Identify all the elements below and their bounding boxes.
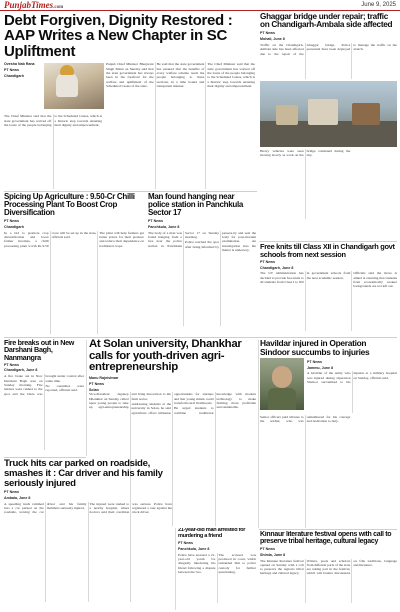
paragraph: He said that the state government has ensured that the benefits of every welfare scheme reach the people belonging to these sections, in a time bound and transparent manner. [156,62,205,88]
article-ghaggar-bridge [260,13,397,240]
paragraph: Senior officers paid tributes to the soldier, who was remembered for his courage and dedication to duty. [260,414,351,423]
byline-agency: PT News [260,259,275,264]
article-fire-breaks-out [4,339,84,455]
section-divider [4,457,86,458]
paragraph: Police reached the spot after being informed by passers-by and sent the body for post-mortem examination. An investigation into the matter is underway. [185,230,256,252]
article-headline[interactable]: Fire breaks out in New Darshani Bagh, Nanmangra [4,339,75,362]
byline-location: Ambala, June 8 [4,495,31,500]
issue-date: June 9, 2025 [361,2,396,8]
paragraph: Addressing students at the university in Solan, he said agriculture offers immense opportunities for startups and that young minds could transform rural livelihoods. [131,392,214,415]
article-body [260,559,397,603]
byline-agency: PT News [178,540,193,545]
article-21-year-old-arrested [178,528,256,610]
article-free-knits [260,243,397,336]
byline-location: Chandigarh, June 8 [260,265,294,270]
paragraph: A fire broke out in New Darshani Bagh area on Sunday morning. Fire tenders were rushed to the spot and the blaze was brought under control after some time. [4,374,84,396]
article-headline[interactable]: Free knits till Class XII in Chandigarh govt schools from next session [260,243,395,259]
column-divider [258,340,259,528]
byline-agency: PT News [89,382,104,387]
byline-agency: PT News [4,362,19,367]
paragraph: The accused was produced in court, which remanded him to police custody for further questioning. [218,552,256,574]
byline-agency: PT News [4,218,19,223]
paragraph: The injured were rushed to a nearby hospital, where doctors said their condition was serious. Police have registered a case against the truck driver. [89,501,172,515]
paragraph: Police have arrested a 21-year-old youth for allegedly murdering his friend following a dispute between the two. [178,552,216,574]
article-headline[interactable]: 21-year-old man arrested for murdering a friend [178,528,246,539]
paragraph: A havildar of the Army who was injured during Operation Sindoor succumbed to his injuries at a military hospital on Sunday, officials said. [307,371,397,385]
paragraph: The plant will help farmers get better prices for their produce and reduce their dependence on traditional crops. [99,230,144,248]
section-divider [4,191,257,192]
paragraph: The Kinnaur literature festival opened on Sunday with a call to preserve the region's tribal heritage and cultural legacy. [260,558,304,576]
article-headline[interactable]: Kinnaur literature festival opens with call to preserve tribal heritage, cultural legacy [260,531,392,546]
article-headline[interactable]: Ghaggar bridge under repair; traffic on Chandigarh-Ambala side affected [260,13,393,30]
article-body [4,231,144,334]
byline-agency: PT News [307,359,322,364]
article-body [307,371,397,413]
article-body-continued [4,114,102,189]
section-divider [259,529,397,530]
byline-location: Jammu, June 8 [307,365,333,370]
paragraph: The UT administration has decided to provide free knits to all students from Class I to XII in government schools from the next academic session. [260,271,351,284]
byline-agency: PT News [260,31,275,36]
brand-logo[interactable] [4,0,63,10]
column-divider [175,528,176,610]
article-body [4,374,84,450]
article-headline[interactable]: Debt Forgiven, Dignity Restored : AAP Writes a New Chapter in SC Upliftment [4,13,233,60]
article-body [260,271,397,331]
masthead [0,0,400,11]
article-body [178,553,256,603]
section-divider [4,337,397,338]
paragraph: Vice-President Jagdeep Dhankhar on Sunday called upon young people to take up agri-entrepreneurship and bring innovation to the farm sector. [89,392,171,410]
article-headline[interactable]: Truck hits car parked on roadside, smashes it : Car driver and his family seriously injured [4,459,163,489]
article-spicing-up-agriculture [4,193,144,334]
column-divider [86,340,87,456]
paragraph: He urged students to combine traditional knowledge with modern technology to make farming more profitable and sustainable. [174,392,256,415]
paragraph: Writers, poets and scholars from different parts of the state are taking part in the festival, which will feature discussions on folk traditions, language and literature. [306,558,397,576]
byline-location: Shimla, June 8 [260,552,286,557]
paragraph: A speeding truck rammed into a car parked on the roadside, leaving the car driver and his family members seriously injured. [4,501,87,515]
article-headline[interactable]: Havildar injured in Operation Sindoor succumbs to injuries [260,339,370,357]
article-body [148,231,256,326]
byline-location: Solan [89,388,99,393]
article-headline[interactable]: Spicing Up Agriculture : 9.50-Cr Chilli Processing Plant To Boost Crop Diversification [4,193,135,218]
byline-agency: PT News [260,546,275,551]
byline-location: Panchkula, June 8 [178,546,210,551]
article-debt-forgiven [4,13,255,189]
article-kinnaur-literature-festival [260,531,397,610]
article-body [4,502,172,602]
article-photo [260,81,397,147]
brand-name: PunjabTimes [4,0,54,10]
article-truck-hits-car [4,459,172,610]
paragraph: The body of a man was found hanging from a tree near the police station in Panchkula Sector 17 on Sunday morning. [148,230,219,248]
paragraph: Officials said the move is aimed at ensuring that students from economically weaker backgrounds are not left out. [353,271,397,289]
article-photo [260,358,304,410]
article-photo [44,63,104,109]
byline-agency: PT News [4,489,19,494]
byline-location: Chandigarh [4,224,24,229]
byline-agency: PT News [148,218,163,223]
article-havildar-injured [260,339,397,528]
byline-agency: PT News [4,68,19,73]
article-headline[interactable]: Man found hanging near police station in Panchkula Sector 17 [148,193,244,218]
paragraph: The Chief Minister said that the state government has waived off the loans of the people belonging to the Scheduled Castes, which is a historic step towards ensuring their dignity and empowerment. [4,114,102,127]
article-body-continued [260,149,397,219]
section-divider [259,241,397,242]
paragraph: In a bid to promote crop diversification and boost farmer incomes, a chilli processing plant worth Rs 9.50 crore will be set up in the state, officials said. [4,230,97,248]
paragraph: Punjab Chief Minister Bhagwant Singh Mann on Sunday said that the state government has always been in the forefront for the welfare and upliftment of the Scheduled Castes of the state. [106,62,154,88]
paragraph: The Chief Minister said that the state government has waived off the loans of the people belonging to the Scheduled Castes, which is a historic step towards ensuring their dignity and empowerment. [207,62,255,88]
article-body-continued [260,415,397,528]
article-body [106,62,255,189]
byline-location: Chandigarh [4,74,24,79]
byline-location: Chandigarh, June 8 [4,368,38,373]
paragraph: No casualties were reported, officials said. [45,383,84,393]
paragraph: Traffic on the Chandigarh-Ambala side has been affected due to the repair of the Ghaggar bridge. Police personnel have been deployed to manage the traffic on the stretch. [260,43,397,56]
byline-location: Panchkula, June 8 [148,224,180,229]
byline-location: Mohali, June 8 [260,37,285,42]
byline-author: Ovesha Nab Rana [4,62,35,67]
article-headline[interactable]: At Solan university, Dhankhar calls for youth-driven agri-entrepreneurship [89,339,242,374]
brand-tld: .com [53,5,64,10]
paragraph: Heavy vehicles were seen moving slowly as work on the bridge continued during the day. [260,148,351,157]
article-body [260,43,397,79]
article-man-found-hanging [148,193,256,334]
byline-author: Manu Rajnishwar [89,376,119,381]
